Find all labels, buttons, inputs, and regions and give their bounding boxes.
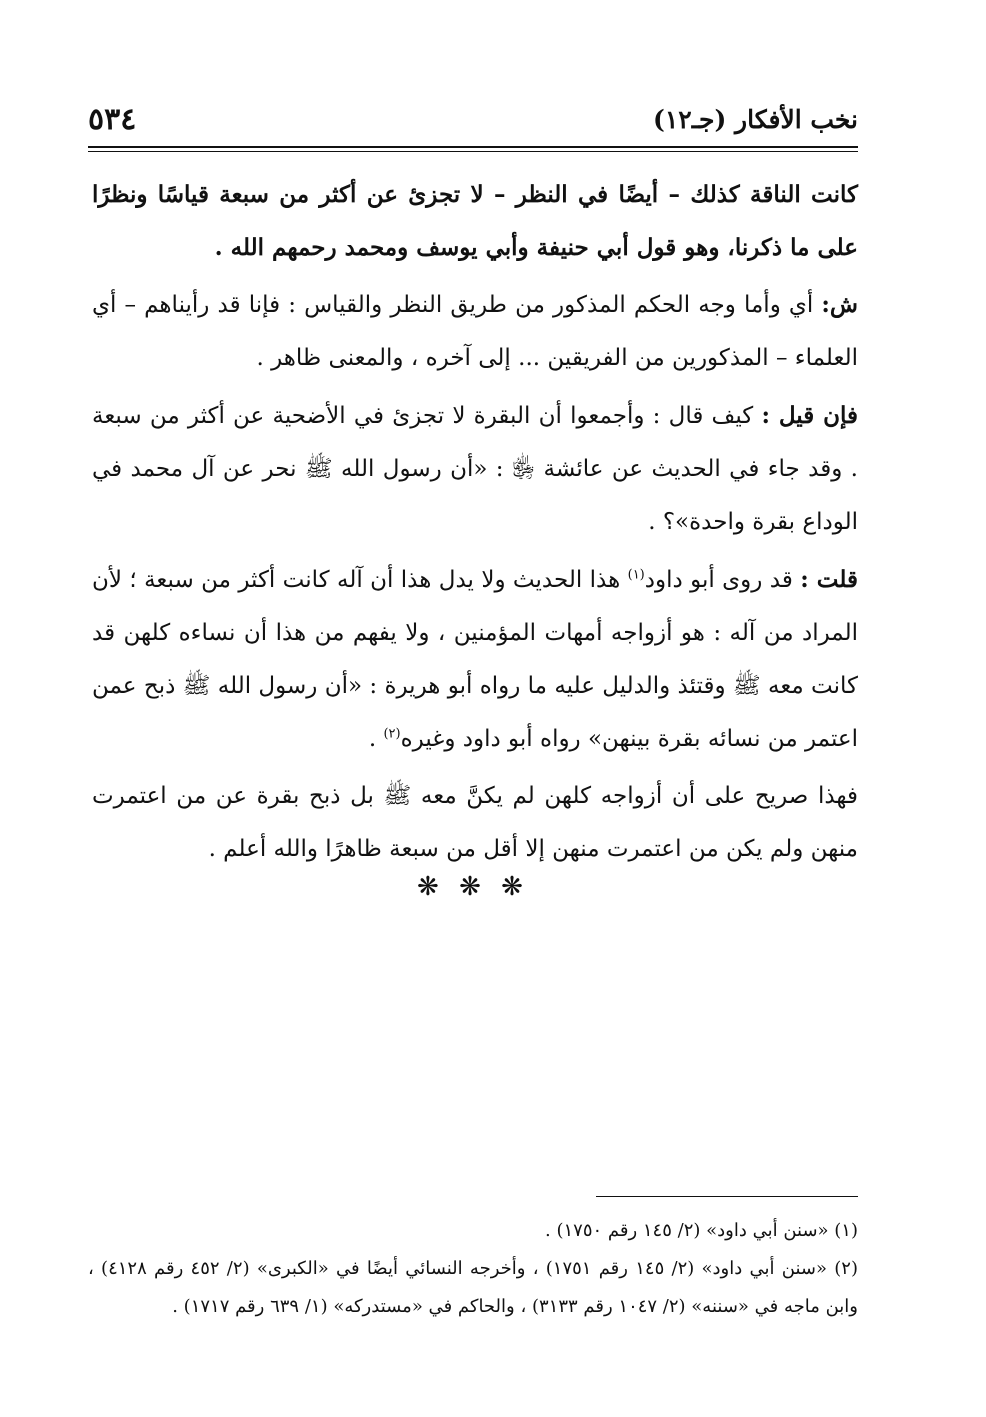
paragraph-4-lead: قلت : [800, 566, 858, 593]
page-header [88, 98, 858, 142]
main-text [92, 168, 858, 880]
header-rule-thin [88, 151, 858, 152]
header-rule [88, 146, 858, 148]
footnote-ref-2[interactable]: (٢) [383, 726, 401, 742]
paragraph-1: كانت الناقة كذلك – أيضًا في النظر – لا تجزئ عن أكثر من سبعة قياسًا ونظرًا على ما ذكرنا، وهو قول أبي حنيفة وأبي يوسف ومحمد رحمهم الله . [92, 181, 858, 261]
paragraph-4-text-b: هذا الحديث ولا يدل هذا أن آله كانت أكثر من سبعة ؛ لأن المراد من آله : هو أزواجه أمهات المؤمنين ، ولا يفهم من هذا أن نساءه كلهن قد كانت معه ﷺ وقتئذ والدليل عليه ما رواه أبو هريرة : «أن رسول الله ﷺ ذبح عمن اعتمر من نسائه بقرة بينهن» رواه أبو داود وغيره [92, 567, 858, 752]
paragraph-3-lead: فإن قيل : [761, 402, 858, 429]
page-number: ٥٣٤ [88, 102, 137, 137]
paragraph-4 [92, 553, 858, 766]
paragraph-3 [92, 389, 858, 549]
paragraph-2 [92, 278, 858, 385]
paragraph-2-text: أي وأما وجه الحكم المذكور من طريق النظر والقياس : فإنا قد رأيناهم – أي العلماء – المذكورين من الفريقين ... إلى آخره ، والمعنى ظاهر . [92, 292, 858, 371]
footnote-2: (٢) «سنن أبي داود» (٢/ ١٤٥ رقم ١٧٥١) ، وأخرجه النسائي أيضًا في «الكبرى» (٢/ ٤٥٢ رقم ٤١٢٨) ، وابن ماجه في «سننه» (٢/ ١٠٤٧ رقم ٣١٣٣) ، والحاكم في «مستدركه» (١/ ٦٣٩ رقم ١٧١٧) . [88, 1258, 858, 1317]
footnotes [88, 1212, 858, 1326]
paragraph-3-text: كيف قال : وأجمعوا أن البقرة لا تجزئ في الأضحية عن أكثر من سبعة . وقد جاء في الحديث عن عائشة ﵂ : «أن رسول الله ﷺ نحر عن آل محمد في الوداع بقرة واحدة»؟ . [92, 403, 858, 535]
running-title: نخب الأفكار (جـ١٢) [652, 105, 858, 134]
paragraph-2-lead: ش: [821, 291, 858, 318]
footnote-ref-1[interactable]: (١) [627, 567, 645, 583]
section-separator: ❋ ❋ ❋ [417, 872, 529, 902]
paragraph-4-end: . [368, 726, 384, 752]
footnote-rule [596, 1196, 858, 1197]
paragraph-4-text-a: قد روى أبو داود [644, 567, 801, 593]
paragraph-5: فهذا صريح على أن أزواجه كلهن لم يكنَّ معه ﷺ بل ذبح بقرة عن من اعتمرت منهن ولم يكن من اعتمرت منهن إلا أقل من سبعة ظاهرًا والله أعلم . [92, 783, 858, 862]
footnote-1: (١) «سنن أبي داود» (٢/ ١٤٥ رقم ١٧٥٠) . [545, 1220, 858, 1241]
